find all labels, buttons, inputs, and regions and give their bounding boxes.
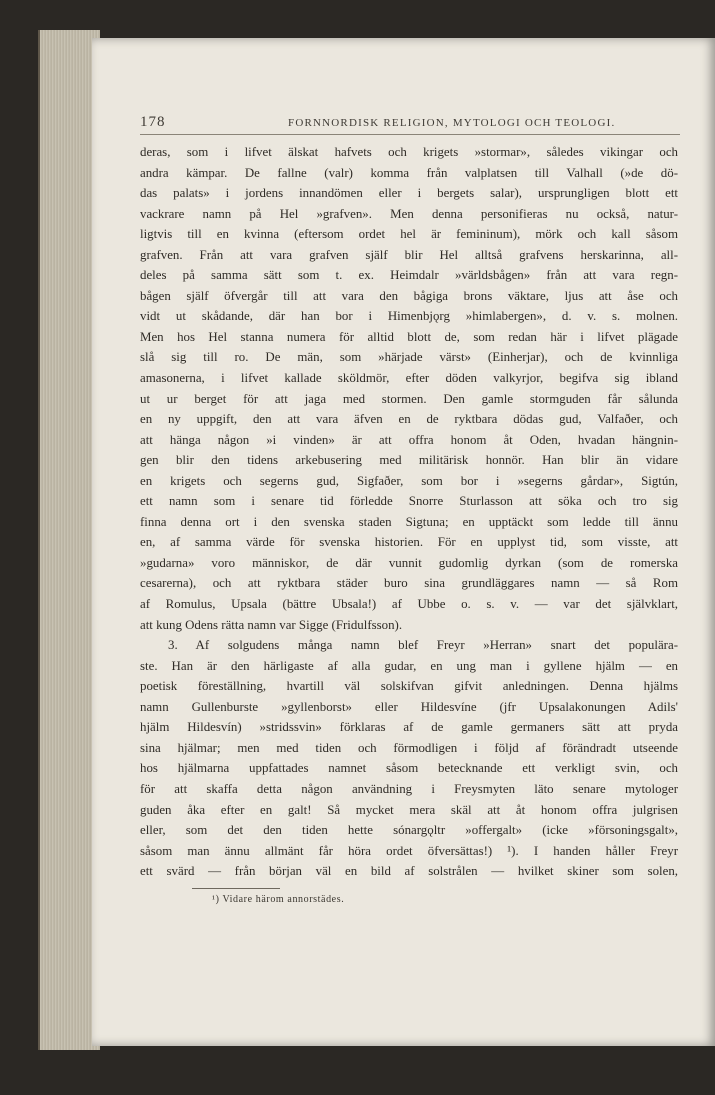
text-line: vackrare namn på Hel »grafven». Men denna personifieras nu också, natur-: [140, 206, 678, 221]
text-line: att kung Odens rätta namn var Sigge (Fridulfsson).: [140, 617, 403, 632]
text-line: för att skaffa detta någon användning i Freysmyten läto senare mytologer: [140, 781, 678, 796]
text-line: ste. Han är den härligaste af alla gudar, en ung man i gyllene hjälm — en: [140, 658, 678, 673]
footnote-rule: [192, 888, 280, 889]
text-line: en ny uppgift, den att vara äfven en de ryktbara dödas gud, Valfaðer, och: [140, 412, 678, 427]
text-line: af Romulus, Upsala (bättre Ubsala!) af Ubbe o. s. v. — var det självklart,: [140, 597, 678, 612]
text-line: bågen själf öfvergår till att vara den bågiga brons väktare, ljus att åse och: [140, 288, 678, 303]
running-title: FORNNORDISK RELIGION, MYTOLOGI OCH TEOLOGI.: [288, 117, 616, 129]
text-line: namn Gullenburste »gyllenborst» eller Hildesvíne (jfr Upsalakonungen Adils': [140, 699, 678, 714]
book-page-edges: [38, 30, 100, 1050]
text-line: 3. Af solgudens många namn blef Freyr »Herran» snart det populära-: [168, 638, 678, 653]
text-line: deles på samma sätt som t. ex. Heimdalr »världsbågen» från att vara regn-: [140, 268, 678, 283]
text-line: ligtvis till en kvinna (eftersom ordet hel är femininum), mörk och kall såsom: [140, 227, 678, 242]
footnote: ¹) Vidare härom annorstädes.: [212, 894, 345, 905]
text-line: vidt ut skådande, där han bor i Himenbjǫrg »himlabergen», d. v. s. molnen.: [140, 309, 678, 324]
text-line: ett namn som i senare tid förledde Snorre Sturlasson att söka och tro sig: [140, 494, 678, 509]
text-line: poetisk föreställning, hvartill väl solskifvan gifvit anledningen. Denna hjälms: [140, 679, 678, 694]
text-line: deras, som i lifvet älskat hafvets och krigets »stormar», således vikingar och: [140, 145, 678, 159]
text-line: amasonerna, i lifvet kallade sköldmör, efter döden valkyrjor, begifva sig ibland: [140, 371, 678, 386]
text-line: »gudarna» voro människor, de där vunnit gudomlig dyrkan (som de romerska: [140, 555, 678, 570]
page-number: 178: [140, 114, 166, 130]
text-line: eller, som det den tiden hette sónargǫltr »offergalt» (icke »försoningsgalt»,: [140, 823, 678, 838]
text-line: guden åka efter en galt! Så mycket mera skäl att åt honom offra julgrisen: [140, 802, 678, 817]
text-line: en, af samma värde för svenska historien. För en upplyst tid, som visste, att: [140, 535, 678, 550]
page-header: [140, 114, 680, 134]
text-line: en krigets och segerns gud, Sigfaðer, som bor i »segerns gårdar», Sigtún,: [140, 473, 678, 488]
text-line: sina hjälmar; men med tiden och förmodligen i följd af förändradt utseende: [140, 740, 678, 755]
text-line: finna denna ort i den svenska staden Sigtuna; en upptäckt som ledde till ännu: [140, 514, 678, 529]
header-rule: [140, 134, 680, 135]
text-line: Men hos Hel stanna numera för alltid blott de, som redan här i lifvet plägade: [140, 329, 678, 344]
text-line: hos hjälmarna uppfattades namnet såsom betecknande ett verkligt svin, och: [140, 761, 678, 776]
text-line: slå sig till ro. De män, som »härjade värst» (Einherjar), och de kvinnliga: [140, 350, 678, 365]
text-line: ut ur berget för att jaga med stormen. Den gamle stormguden får sålunda: [140, 391, 678, 406]
text-line: cesarerna), och att ryktbara städer buro sina grundläggares namn — så Rom: [140, 576, 678, 591]
body-text: [140, 142, 678, 882]
text-line: såsom man ännu allmänt får höra ordet öfversättas!) ¹). I handen håller Freyr: [140, 843, 678, 858]
text-line: ett svärd — från början väl en bild af solstrålen — hvilket skiner som solen,: [140, 864, 678, 879]
text-line: gen blir den tidens arkebusering med militärisk honnör. Han blir än vidare: [140, 453, 678, 468]
text-line: att hänga någon »i vinden» är att offra honom åt Oden, hvadan hängnin-: [140, 432, 678, 447]
text-line: hjälm Hildesvín) »stridssvin» förklaras af de gamle germaners sätt att pryda: [140, 720, 678, 735]
text-line: grafven. Från att vara grafven själf blir Hel alltså grafvens herskarinna, all-: [140, 247, 678, 262]
text-line: das palats» i jordens innandömen eller i bergets salar), ursprungligen blott ett: [140, 186, 678, 201]
text-line: andra kämpar. De fallne (valr) komma från valplatsen till Valhall (»de dö-: [140, 165, 678, 180]
